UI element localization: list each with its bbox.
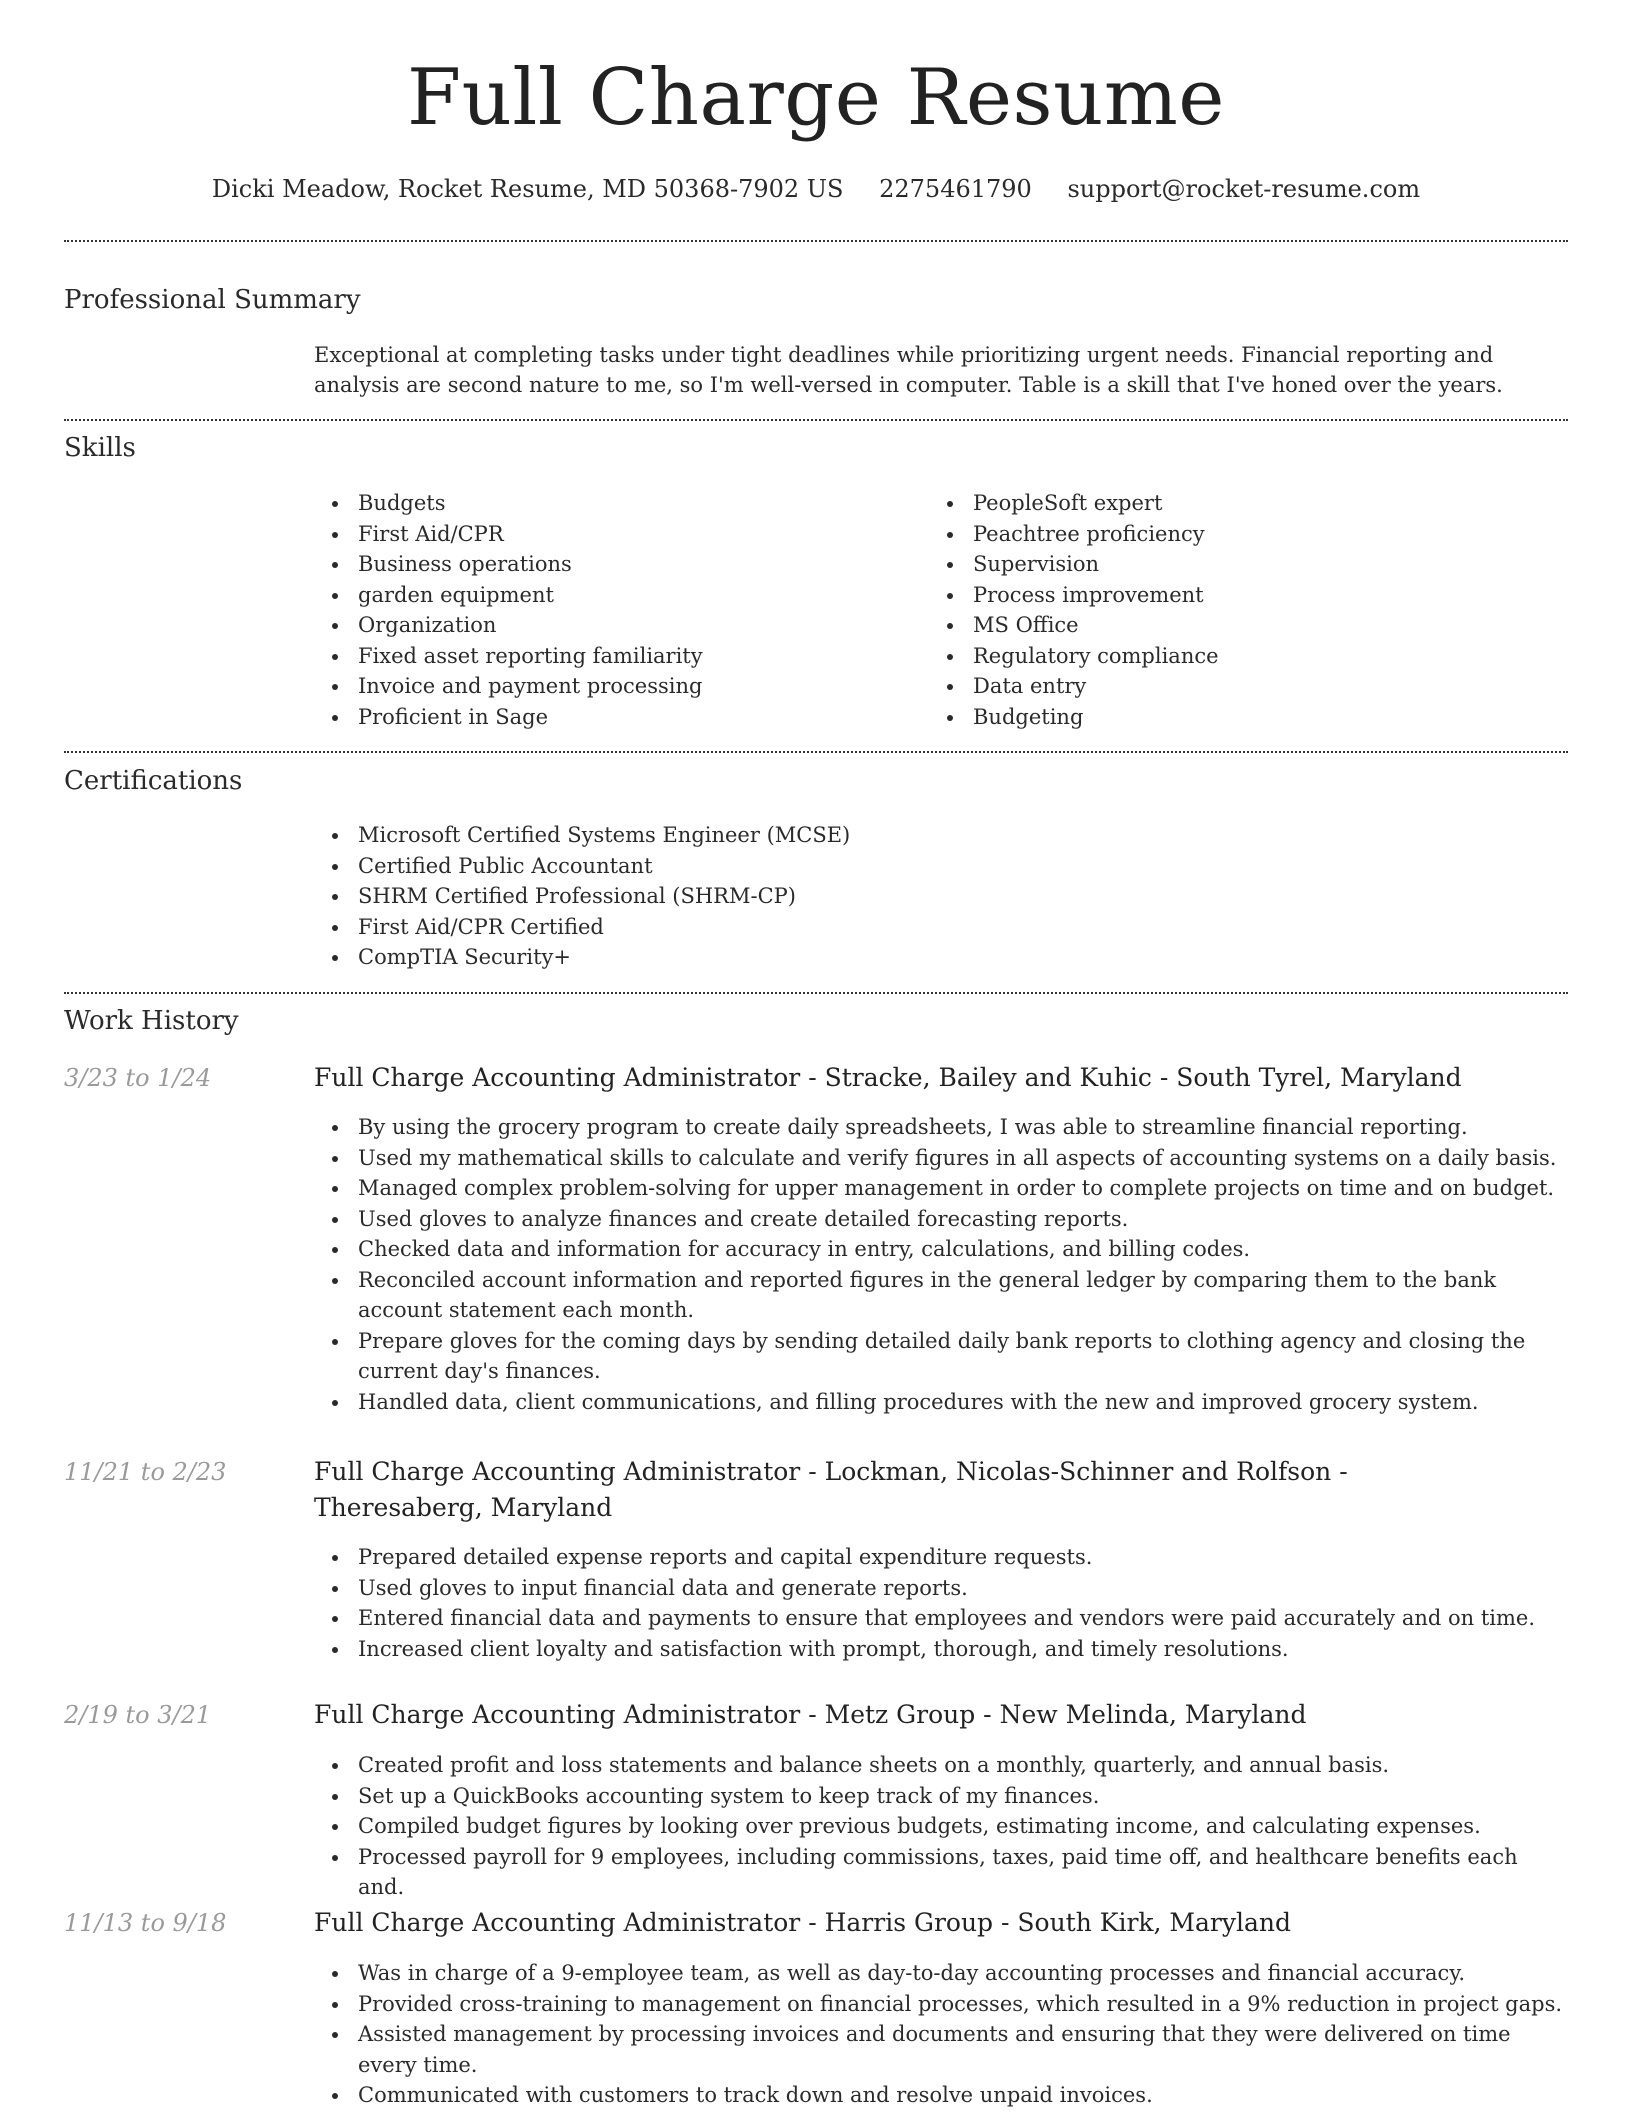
job-bullet: Used gloves to analyze finances and create detailed forecasting reports. [314,1204,1568,1235]
job-bullets [314,1958,1568,2111]
job-bullet: Reconciled account information and reported figures in the general ledger by comparing them to the bank account statement each month. [314,1265,1568,1326]
skill-item: Process improvement [929,580,1529,611]
summary-heading: Professional Summary [64,285,361,315]
job-dates: 11/13 to 9/18 [64,1909,227,1937]
skill-item: Invoice and payment processing [314,671,914,702]
job-title: Full Charge Accounting Administrator - Harris Group - South Kirk, Maryland [314,1908,1292,1937]
job-bullet: Prepared detailed expense reports and capital expenditure requests. [314,1542,1568,1573]
summary-text: Exceptional at completing tasks under tight deadlines while prioritizing urgent needs. Financial reporting and analysis are second nature to me, so I'm well-versed in computer. Table is a skill that I've honed over the years. [314,343,1503,397]
skill-item: Data entry [929,671,1529,702]
certifications-list [314,820,1568,973]
skill-item: First Aid/CPR [314,519,914,550]
divider [64,992,1568,994]
job-bullet: Used gloves to input financial data and generate reports. [314,1573,1568,1604]
skills-list-left [314,488,914,732]
divider [64,240,1568,242]
job-dates: 11/21 to 2/23 [64,1458,227,1486]
skill-item: Budgets [314,488,914,519]
job-bullets [314,1750,1568,1903]
job-bullets [314,1112,1568,1417]
contact-address: Dicki Meadow, Rocket Resume, MD 50368-7902 US [211,175,844,203]
skill-item: PeopleSoft expert [929,488,1529,519]
skill-item: Supervision [929,549,1529,580]
skill-item: Business operations [314,549,914,580]
skill-item: Peachtree proficiency [929,519,1529,550]
certification-item: First Aid/CPR Certified [314,912,1568,943]
skills-heading: Skills [64,433,136,463]
certification-item: Certified Public Accountant [314,851,1568,882]
job-bullets [314,1542,1568,1664]
skill-item: Regulatory compliance [929,641,1529,672]
job-title: Full Charge Accounting Administrator - Stracke, Bailey and Kuhic - South Tyrel, Maryland [314,1063,1462,1092]
job-bullet: Entered financial data and payments to ensure that employees and vendors were paid accurately and on time. [314,1603,1568,1634]
skill-item: garden equipment [314,580,914,611]
job-bullet: Managed complex problem-solving for upper management in order to complete projects on time and on budget. [314,1173,1568,1204]
skill-item: Organization [314,610,914,641]
job-bullet: Increased client loyalty and satisfaction with prompt, thorough, and timely resolutions. [314,1634,1568,1665]
skill-item: Budgeting [929,702,1529,733]
job-bullet: Was in charge of a 9-employee team, as well as day-to-day accounting processes and financial accuracy. [314,1958,1568,1989]
work-history-heading: Work History [64,1006,239,1036]
divider [64,751,1568,753]
job-title: Full Charge Accounting Administrator - Metz Group - New Melinda, Maryland [314,1700,1307,1729]
certification-item: CompTIA Security+ [314,942,1568,973]
job-bullet: Compiled budget figures by looking over previous budgets, estimating income, and calculating expenses. [314,1811,1568,1842]
resume-title: Full Charge Resume [407,53,1225,143]
job-dates: 2/19 to 3/21 [64,1701,212,1729]
skill-item: Proficient in Sage [314,702,914,733]
job-bullet: Assisted management by processing invoices and documents and ensuring that they were delivered on time every time. [314,2019,1568,2080]
job-bullet: Set up a QuickBooks accounting system to keep track of my finances. [314,1781,1568,1812]
job-dates: 3/23 to 1/24 [64,1064,212,1092]
contact-email: support@rocket-resume.com [1067,175,1421,203]
job-title: Full Charge Accounting Administrator - Lockman, Nicolas-Schinner and Rolfson - Theresaberg, Maryland [314,1457,1348,1522]
job-bullet: Communicated with customers to track down and resolve unpaid invoices. [314,2080,1568,2111]
certification-item: Microsoft Certified Systems Engineer (MCSE) [314,820,1568,851]
skill-item: Fixed asset reporting familiarity [314,641,914,672]
skill-item: MS Office [929,610,1529,641]
job-bullet: Created profit and loss statements and balance sheets on a monthly, quarterly, and annual basis. [314,1750,1568,1781]
job-bullet: Checked data and information for accuracy in entry, calculations, and billing codes. [314,1234,1568,1265]
contact-phone: 2275461790 [879,175,1032,203]
job-bullet: Processed payroll for 9 employees, including commissions, taxes, paid time off, and healthcare benefits each and. [314,1842,1568,1903]
certifications-heading: Certifications [64,766,243,796]
divider [64,419,1568,421]
job-bullet: Prepare gloves for the coming days by sending detailed daily bank reports to clothing agency and closing the current day's finances. [314,1326,1568,1387]
job-bullet: Used my mathematical skills to calculate and verify figures in all aspects of accounting systems on a daily basis. [314,1143,1568,1174]
job-bullet: Provided cross-training to management on financial processes, which resulted in a 9% reduction in project gaps. [314,1989,1568,2020]
job-bullet: Handled data, client communications, and filling procedures with the new and improved grocery system. [314,1387,1568,1418]
skills-list-right [929,488,1529,732]
contact-line [64,170,1568,208]
certification-item: SHRM Certified Professional (SHRM-CP) [314,881,1568,912]
job-bullet: By using the grocery program to create daily spreadsheets, I was able to streamline financial reporting. [314,1112,1568,1143]
